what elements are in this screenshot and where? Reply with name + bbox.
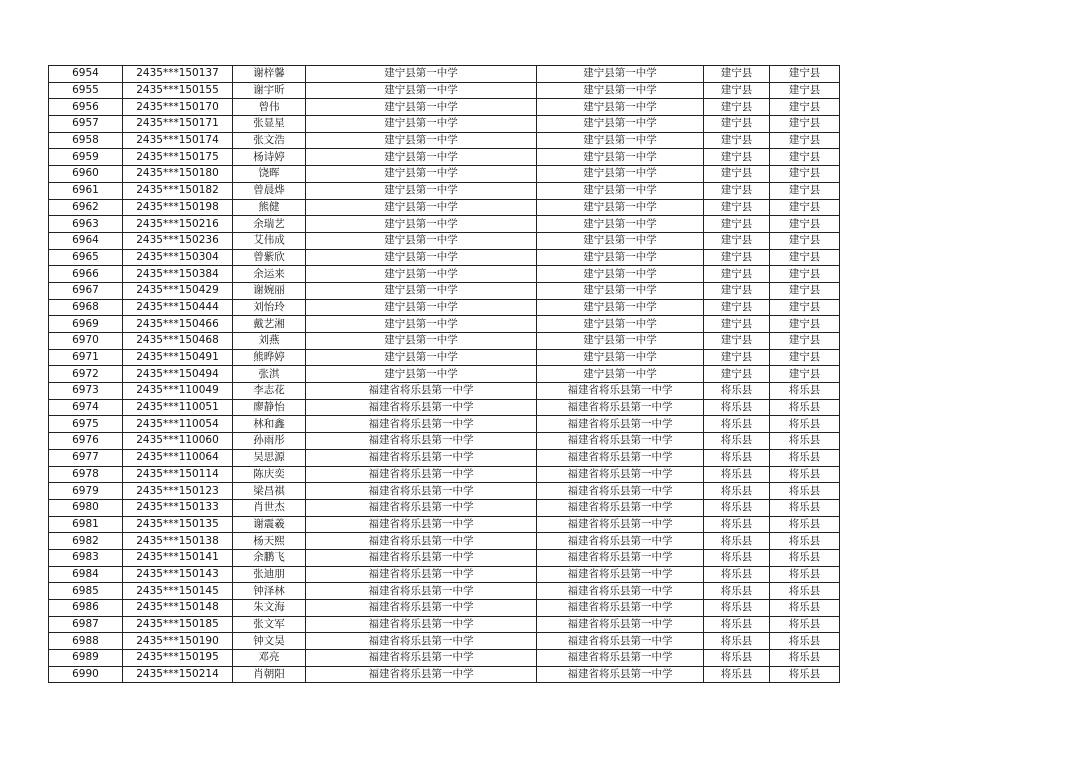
seq-number-cell: 6974 <box>49 399 123 416</box>
table-row <box>49 149 840 166</box>
admitted-county-cell: 将乐县 <box>770 650 840 667</box>
seq-number-cell: 6961 <box>49 182 123 199</box>
seq-number-cell: 6956 <box>49 99 123 116</box>
admitted-county-cell: 将乐县 <box>770 549 840 566</box>
county-cell: 将乐县 <box>704 616 770 633</box>
exam-id-cell: 2435***110054 <box>123 416 233 433</box>
exam-id-cell: 2435***150185 <box>123 616 233 633</box>
exam-id-cell: 2435***150195 <box>123 650 233 667</box>
table-row <box>49 99 840 116</box>
student-name-cell: 钟泽林 <box>233 583 306 600</box>
seq-number-cell: 6986 <box>49 600 123 617</box>
table-row <box>49 266 840 283</box>
school-cell: 福建省将乐县第一中学 <box>306 383 537 400</box>
student-name-cell: 朱文海 <box>233 600 306 617</box>
school-cell: 福建省将乐县第一中学 <box>306 433 537 450</box>
admitted-school-cell: 福建省将乐县第一中学 <box>537 616 704 633</box>
admitted-county-cell: 将乐县 <box>770 433 840 450</box>
seq-number-cell: 6955 <box>49 82 123 99</box>
admitted-school-cell: 建宁县第一中学 <box>537 232 704 249</box>
admitted-school-cell: 福建省将乐县第一中学 <box>537 433 704 450</box>
table-row <box>49 366 840 383</box>
county-cell: 将乐县 <box>704 399 770 416</box>
school-cell: 福建省将乐县第一中学 <box>306 499 537 516</box>
admitted-county-cell: 将乐县 <box>770 449 840 466</box>
table-row <box>49 650 840 667</box>
admitted-school-cell: 福建省将乐县第一中学 <box>537 666 704 683</box>
admitted-county-cell: 建宁县 <box>770 132 840 149</box>
county-cell: 建宁县 <box>704 132 770 149</box>
table-row <box>49 216 840 233</box>
admitted-school-cell: 福建省将乐县第一中学 <box>537 466 704 483</box>
student-name-cell: 肖朝阳 <box>233 666 306 683</box>
exam-id-cell: 2435***150180 <box>123 166 233 183</box>
table-row <box>49 566 840 583</box>
table-row <box>49 433 840 450</box>
admitted-county-cell: 建宁县 <box>770 82 840 99</box>
exam-id-cell: 2435***150216 <box>123 216 233 233</box>
county-cell: 将乐县 <box>704 549 770 566</box>
seq-number-cell: 6968 <box>49 299 123 316</box>
school-cell: 福建省将乐县第一中学 <box>306 516 537 533</box>
seq-number-cell: 6967 <box>49 282 123 299</box>
exam-id-cell: 2435***150214 <box>123 666 233 683</box>
table-row <box>49 316 840 333</box>
table-row <box>49 199 840 216</box>
table-row <box>49 633 840 650</box>
exam-id-cell: 2435***150141 <box>123 549 233 566</box>
admitted-county-cell: 将乐县 <box>770 483 840 500</box>
table-row <box>49 383 840 400</box>
school-cell: 建宁县第一中学 <box>306 316 537 333</box>
school-cell: 福建省将乐县第一中学 <box>306 600 537 617</box>
exam-id-cell: 2435***150182 <box>123 182 233 199</box>
admitted-school-cell: 建宁县第一中学 <box>537 333 704 350</box>
exam-id-cell: 2435***150491 <box>123 349 233 366</box>
table-row <box>49 66 840 83</box>
county-cell: 将乐县 <box>704 600 770 617</box>
student-name-cell: 谢宇昕 <box>233 82 306 99</box>
admitted-school-cell: 建宁县第一中学 <box>537 349 704 366</box>
school-cell: 福建省将乐县第一中学 <box>306 466 537 483</box>
seq-number-cell: 6954 <box>49 66 123 83</box>
student-name-cell: 戴艺湘 <box>233 316 306 333</box>
student-name-cell: 谢震羲 <box>233 516 306 533</box>
student-name-cell: 邓亮 <box>233 650 306 667</box>
exam-id-cell: 2435***110064 <box>123 449 233 466</box>
student-name-cell: 张文浩 <box>233 132 306 149</box>
seq-number-cell: 6966 <box>49 266 123 283</box>
admitted-school-cell: 建宁县第一中学 <box>537 132 704 149</box>
seq-number-cell: 6977 <box>49 449 123 466</box>
admitted-school-cell: 福建省将乐县第一中学 <box>537 416 704 433</box>
county-cell: 将乐县 <box>704 433 770 450</box>
seq-number-cell: 6970 <box>49 333 123 350</box>
county-cell: 建宁县 <box>704 349 770 366</box>
student-name-cell: 孙雨彤 <box>233 433 306 450</box>
school-cell: 福建省将乐县第一中学 <box>306 616 537 633</box>
school-cell: 建宁县第一中学 <box>306 116 537 133</box>
admitted-school-cell: 福建省将乐县第一中学 <box>537 633 704 650</box>
admitted-county-cell: 将乐县 <box>770 416 840 433</box>
admitted-school-cell: 建宁县第一中学 <box>537 282 704 299</box>
county-cell: 将乐县 <box>704 566 770 583</box>
seq-number-cell: 6979 <box>49 483 123 500</box>
admitted-school-cell: 福建省将乐县第一中学 <box>537 600 704 617</box>
admitted-school-cell: 建宁县第一中学 <box>537 182 704 199</box>
student-name-cell: 张淇 <box>233 366 306 383</box>
admitted-county-cell: 建宁县 <box>770 116 840 133</box>
exam-id-cell: 2435***150171 <box>123 116 233 133</box>
school-cell: 建宁县第一中学 <box>306 266 537 283</box>
seq-number-cell: 6960 <box>49 166 123 183</box>
admitted-school-cell: 建宁县第一中学 <box>537 316 704 333</box>
exam-id-cell: 2435***150137 <box>123 66 233 83</box>
student-name-cell: 谢婉丽 <box>233 282 306 299</box>
school-cell: 福建省将乐县第一中学 <box>306 583 537 600</box>
admitted-school-cell: 福建省将乐县第一中学 <box>537 383 704 400</box>
exam-id-cell: 2435***150174 <box>123 132 233 149</box>
county-cell: 建宁县 <box>704 216 770 233</box>
admitted-county-cell: 将乐县 <box>770 533 840 550</box>
admitted-school-cell: 建宁县第一中学 <box>537 216 704 233</box>
table-row <box>49 616 840 633</box>
table-row <box>49 516 840 533</box>
school-cell: 福建省将乐县第一中学 <box>306 483 537 500</box>
exam-id-cell: 2435***150468 <box>123 333 233 350</box>
school-cell: 福建省将乐县第一中学 <box>306 449 537 466</box>
county-cell: 将乐县 <box>704 416 770 433</box>
school-cell: 建宁县第一中学 <box>306 299 537 316</box>
county-cell: 将乐县 <box>704 650 770 667</box>
admitted-school-cell: 建宁县第一中学 <box>537 82 704 99</box>
county-cell: 建宁县 <box>704 282 770 299</box>
admitted-county-cell: 将乐县 <box>770 600 840 617</box>
admitted-county-cell: 将乐县 <box>770 583 840 600</box>
school-cell: 建宁县第一中学 <box>306 182 537 199</box>
county-cell: 建宁县 <box>704 182 770 199</box>
admitted-school-cell: 福建省将乐县第一中学 <box>537 583 704 600</box>
admitted-county-cell: 将乐县 <box>770 666 840 683</box>
admitted-county-cell: 建宁县 <box>770 316 840 333</box>
seq-number-cell: 6958 <box>49 132 123 149</box>
county-cell: 建宁县 <box>704 66 770 83</box>
student-name-cell: 熊健 <box>233 199 306 216</box>
admitted-county-cell: 建宁县 <box>770 366 840 383</box>
student-name-cell: 谢梓馨 <box>233 66 306 83</box>
table-row <box>49 349 840 366</box>
admitted-county-cell: 建宁县 <box>770 182 840 199</box>
exam-id-cell: 2435***150123 <box>123 483 233 500</box>
county-cell: 建宁县 <box>704 366 770 383</box>
school-cell: 建宁县第一中学 <box>306 349 537 366</box>
admitted-county-cell: 将乐县 <box>770 516 840 533</box>
county-cell: 建宁县 <box>704 116 770 133</box>
school-cell: 建宁县第一中学 <box>306 216 537 233</box>
admitted-county-cell: 建宁县 <box>770 349 840 366</box>
seq-number-cell: 6972 <box>49 366 123 383</box>
table-row <box>49 399 840 416</box>
table-row <box>49 533 840 550</box>
table-row <box>49 166 840 183</box>
table-row <box>49 182 840 199</box>
seq-number-cell: 6982 <box>49 533 123 550</box>
school-cell: 福建省将乐县第一中学 <box>306 416 537 433</box>
exam-id-cell: 2435***150429 <box>123 282 233 299</box>
county-cell: 将乐县 <box>704 583 770 600</box>
school-cell: 福建省将乐县第一中学 <box>306 666 537 683</box>
seq-number-cell: 6964 <box>49 232 123 249</box>
table-row <box>49 499 840 516</box>
exam-id-cell: 2435***150236 <box>123 232 233 249</box>
seq-number-cell: 6963 <box>49 216 123 233</box>
county-cell: 将乐县 <box>704 666 770 683</box>
admitted-county-cell: 建宁县 <box>770 266 840 283</box>
seq-number-cell: 6985 <box>49 583 123 600</box>
student-name-cell: 刘怡玲 <box>233 299 306 316</box>
school-cell: 建宁县第一中学 <box>306 149 537 166</box>
exam-id-cell: 2435***150138 <box>123 533 233 550</box>
admitted-county-cell: 将乐县 <box>770 633 840 650</box>
student-name-cell: 肖世杰 <box>233 499 306 516</box>
exam-id-cell: 2435***150114 <box>123 466 233 483</box>
admitted-county-cell: 建宁县 <box>770 216 840 233</box>
school-cell: 建宁县第一中学 <box>306 333 537 350</box>
admitted-county-cell: 建宁县 <box>770 299 840 316</box>
admitted-school-cell: 建宁县第一中学 <box>537 366 704 383</box>
county-cell: 将乐县 <box>704 633 770 650</box>
school-cell: 建宁县第一中学 <box>306 66 537 83</box>
admitted-school-cell: 福建省将乐县第一中学 <box>537 483 704 500</box>
exam-id-cell: 2435***150155 <box>123 82 233 99</box>
admitted-county-cell: 将乐县 <box>770 566 840 583</box>
admitted-school-cell: 福建省将乐县第一中学 <box>537 566 704 583</box>
student-name-cell: 杨诗婷 <box>233 149 306 166</box>
seq-number-cell: 6975 <box>49 416 123 433</box>
student-name-cell: 林和鑫 <box>233 416 306 433</box>
admitted-county-cell: 将乐县 <box>770 383 840 400</box>
student-name-cell: 李志花 <box>233 383 306 400</box>
student-name-cell: 余运来 <box>233 266 306 283</box>
table-row <box>49 82 840 99</box>
exam-id-cell: 2435***150175 <box>123 149 233 166</box>
table-row <box>49 549 840 566</box>
exam-id-cell: 2435***110051 <box>123 399 233 416</box>
student-name-cell: 杨天熙 <box>233 533 306 550</box>
student-name-cell: 曾伟 <box>233 99 306 116</box>
exam-id-cell: 2435***150170 <box>123 99 233 116</box>
county-cell: 将乐县 <box>704 483 770 500</box>
admitted-county-cell: 建宁县 <box>770 282 840 299</box>
seq-number-cell: 6984 <box>49 566 123 583</box>
seq-number-cell: 6965 <box>49 249 123 266</box>
student-name-cell: 余瑞艺 <box>233 216 306 233</box>
student-name-cell: 饶晖 <box>233 166 306 183</box>
roster-table <box>48 65 840 683</box>
student-name-cell: 艾伟成 <box>233 232 306 249</box>
student-name-cell: 张显星 <box>233 116 306 133</box>
school-cell: 福建省将乐县第一中学 <box>306 633 537 650</box>
table-row <box>49 299 840 316</box>
admitted-county-cell: 建宁县 <box>770 99 840 116</box>
county-cell: 建宁县 <box>704 199 770 216</box>
table-row <box>49 583 840 600</box>
admitted-school-cell: 建宁县第一中学 <box>537 66 704 83</box>
seq-number-cell: 6957 <box>49 116 123 133</box>
admitted-county-cell: 建宁县 <box>770 199 840 216</box>
exam-id-cell: 2435***150384 <box>123 266 233 283</box>
admitted-school-cell: 建宁县第一中学 <box>537 166 704 183</box>
exam-id-cell: 2435***110049 <box>123 383 233 400</box>
seq-number-cell: 6962 <box>49 199 123 216</box>
seq-number-cell: 6971 <box>49 349 123 366</box>
school-cell: 福建省将乐县第一中学 <box>306 399 537 416</box>
school-cell: 建宁县第一中学 <box>306 249 537 266</box>
student-name-cell: 曾晨烨 <box>233 182 306 199</box>
seq-number-cell: 6959 <box>49 149 123 166</box>
school-cell: 福建省将乐县第一中学 <box>306 533 537 550</box>
seq-number-cell: 6987 <box>49 616 123 633</box>
student-name-cell: 熊晔婷 <box>233 349 306 366</box>
county-cell: 建宁县 <box>704 149 770 166</box>
county-cell: 将乐县 <box>704 516 770 533</box>
seq-number-cell: 6988 <box>49 633 123 650</box>
admitted-county-cell: 建宁县 <box>770 232 840 249</box>
admitted-school-cell: 福建省将乐县第一中学 <box>537 533 704 550</box>
county-cell: 建宁县 <box>704 232 770 249</box>
student-name-cell: 吴思源 <box>233 449 306 466</box>
county-cell: 将乐县 <box>704 466 770 483</box>
admitted-school-cell: 建宁县第一中学 <box>537 299 704 316</box>
seq-number-cell: 6976 <box>49 433 123 450</box>
seq-number-cell: 6980 <box>49 499 123 516</box>
school-cell: 建宁县第一中学 <box>306 82 537 99</box>
school-cell: 建宁县第一中学 <box>306 199 537 216</box>
seq-number-cell: 6981 <box>49 516 123 533</box>
admitted-school-cell: 福建省将乐县第一中学 <box>537 650 704 667</box>
admitted-school-cell: 建宁县第一中学 <box>537 266 704 283</box>
school-cell: 福建省将乐县第一中学 <box>306 650 537 667</box>
admitted-school-cell: 福建省将乐县第一中学 <box>537 549 704 566</box>
admitted-county-cell: 建宁县 <box>770 149 840 166</box>
table-row <box>49 416 840 433</box>
school-cell: 建宁县第一中学 <box>306 282 537 299</box>
admitted-school-cell: 建宁县第一中学 <box>537 99 704 116</box>
admitted-school-cell: 建宁县第一中学 <box>537 116 704 133</box>
admitted-county-cell: 将乐县 <box>770 616 840 633</box>
school-cell: 建宁县第一中学 <box>306 132 537 149</box>
county-cell: 建宁县 <box>704 333 770 350</box>
student-name-cell: 余鹏飞 <box>233 549 306 566</box>
student-name-cell: 钟文昊 <box>233 633 306 650</box>
county-cell: 将乐县 <box>704 383 770 400</box>
school-cell: 福建省将乐县第一中学 <box>306 566 537 583</box>
student-name-cell: 梁昌祺 <box>233 483 306 500</box>
admitted-school-cell: 福建省将乐县第一中学 <box>537 449 704 466</box>
student-name-cell: 刘燕 <box>233 333 306 350</box>
admitted-school-cell: 福建省将乐县第一中学 <box>537 499 704 516</box>
admitted-county-cell: 将乐县 <box>770 499 840 516</box>
school-cell: 建宁县第一中学 <box>306 366 537 383</box>
exam-id-cell: 2435***150190 <box>123 633 233 650</box>
county-cell: 建宁县 <box>704 99 770 116</box>
admitted-school-cell: 福建省将乐县第一中学 <box>537 516 704 533</box>
student-name-cell: 曾紫欣 <box>233 249 306 266</box>
table-row <box>49 333 840 350</box>
exam-id-cell: 2435***150444 <box>123 299 233 316</box>
table-row <box>49 116 840 133</box>
seq-number-cell: 6983 <box>49 549 123 566</box>
table-row <box>49 249 840 266</box>
school-cell: 建宁县第一中学 <box>306 99 537 116</box>
student-name-cell: 廖静怡 <box>233 399 306 416</box>
county-cell: 建宁县 <box>704 316 770 333</box>
exam-id-cell: 2435***150494 <box>123 366 233 383</box>
seq-number-cell: 6973 <box>49 383 123 400</box>
seq-number-cell: 6978 <box>49 466 123 483</box>
roster-body <box>49 66 840 683</box>
exam-id-cell: 2435***150133 <box>123 499 233 516</box>
county-cell: 建宁县 <box>704 82 770 99</box>
county-cell: 建宁县 <box>704 249 770 266</box>
table-row <box>49 449 840 466</box>
admitted-school-cell: 建宁县第一中学 <box>537 199 704 216</box>
table-row <box>49 483 840 500</box>
exam-id-cell: 2435***150198 <box>123 199 233 216</box>
exam-id-cell: 2435***150466 <box>123 316 233 333</box>
table-row <box>49 466 840 483</box>
admitted-school-cell: 建宁县第一中学 <box>537 249 704 266</box>
table-row <box>49 600 840 617</box>
table-row <box>49 282 840 299</box>
county-cell: 建宁县 <box>704 266 770 283</box>
admitted-school-cell: 建宁县第一中学 <box>537 149 704 166</box>
admitted-county-cell: 建宁县 <box>770 166 840 183</box>
admitted-school-cell: 福建省将乐县第一中学 <box>537 399 704 416</box>
exam-id-cell: 2435***110060 <box>123 433 233 450</box>
county-cell: 建宁县 <box>704 166 770 183</box>
admitted-county-cell: 将乐县 <box>770 399 840 416</box>
table-row <box>49 666 840 683</box>
admitted-county-cell: 建宁县 <box>770 66 840 83</box>
seq-number-cell: 6989 <box>49 650 123 667</box>
exam-id-cell: 2435***150304 <box>123 249 233 266</box>
student-name-cell: 陈庆奕 <box>233 466 306 483</box>
county-cell: 将乐县 <box>704 533 770 550</box>
county-cell: 将乐县 <box>704 499 770 516</box>
admitted-county-cell: 将乐县 <box>770 466 840 483</box>
table-row <box>49 232 840 249</box>
seq-number-cell: 6990 <box>49 666 123 683</box>
exam-id-cell: 2435***150145 <box>123 583 233 600</box>
seq-number-cell: 6969 <box>49 316 123 333</box>
exam-id-cell: 2435***150143 <box>123 566 233 583</box>
admitted-county-cell: 建宁县 <box>770 249 840 266</box>
exam-id-cell: 2435***150148 <box>123 600 233 617</box>
school-cell: 建宁县第一中学 <box>306 232 537 249</box>
exam-id-cell: 2435***150135 <box>123 516 233 533</box>
county-cell: 将乐县 <box>704 449 770 466</box>
student-name-cell: 张迪朋 <box>233 566 306 583</box>
table-row <box>49 132 840 149</box>
student-name-cell: 张文军 <box>233 616 306 633</box>
school-cell: 福建省将乐县第一中学 <box>306 549 537 566</box>
school-cell: 建宁县第一中学 <box>306 166 537 183</box>
admitted-county-cell: 建宁县 <box>770 333 840 350</box>
county-cell: 建宁县 <box>704 299 770 316</box>
